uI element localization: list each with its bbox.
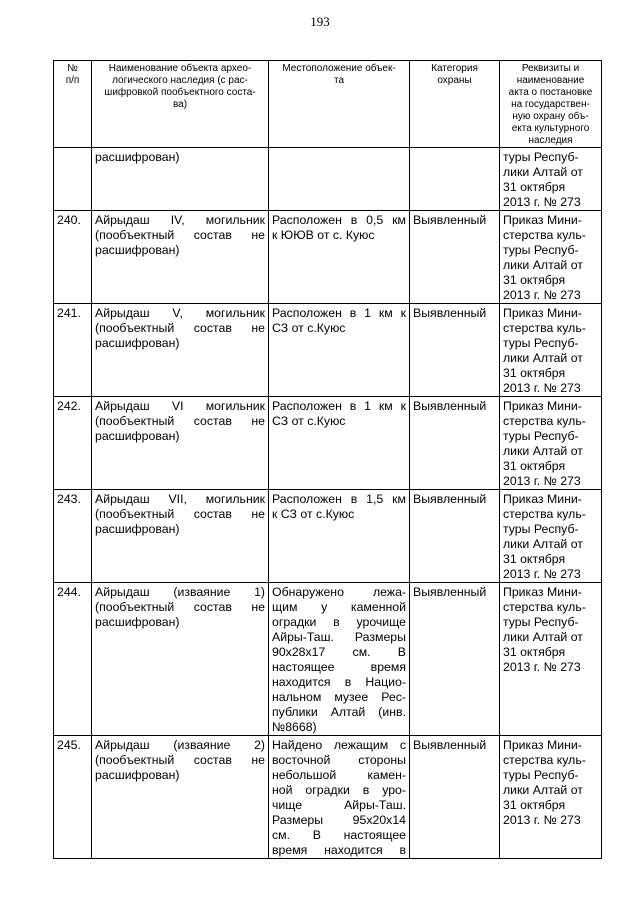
- cell-line: 31 октября: [503, 366, 566, 380]
- cell-line: расшифрован): [95, 429, 180, 443]
- cell-line: нальном музее Рес-: [272, 690, 406, 704]
- column-header-line: Реквизиты и: [521, 63, 580, 74]
- object-name-cell: [92, 148, 269, 211]
- column-header-line: Категория: [431, 63, 478, 74]
- page-number: 193: [310, 14, 330, 29]
- cell-line: (пообъектный состав не: [95, 228, 265, 242]
- object-name-cell: [92, 736, 269, 859]
- location-cell: [269, 490, 410, 583]
- cell-line: щим у каменной: [272, 600, 406, 614]
- row-number: 245.: [54, 736, 92, 859]
- column-header-line: акта о постановке: [508, 87, 593, 98]
- cell-line: Приказ Мини-: [503, 306, 582, 320]
- cell-line: лики Алтай от: [503, 165, 583, 179]
- cell-line: Расположен в 0,5 км: [272, 213, 406, 227]
- cell-line: 31 октября: [503, 645, 566, 659]
- header-row: [54, 61, 602, 148]
- table-row: [54, 583, 602, 736]
- column-header-line: ную охрану объ-: [512, 111, 589, 122]
- cell-line: к ЮЮВ от с. Куюс: [272, 228, 375, 242]
- cell-line: (пообъектный состав не: [95, 321, 265, 335]
- cell-line: 31 октября: [503, 180, 566, 194]
- cell-line: Айрыдаш VI могильник: [95, 399, 265, 413]
- cell-line: 2013 г. № 273: [503, 813, 581, 827]
- column-header-line: шифровкой пообъектного соста-: [104, 87, 256, 98]
- table-row: [54, 490, 602, 583]
- cell-line: туры Респуб-: [503, 615, 579, 629]
- cell-line: Айрыдаш VII, могильник: [95, 492, 265, 506]
- cell-line: настоящее время: [272, 660, 406, 674]
- location-cell: [269, 304, 410, 397]
- column-header-name: [92, 61, 269, 148]
- column-header-requisites: [500, 61, 602, 148]
- column-header-line: наименование: [516, 75, 585, 86]
- cell-line: 31 октября: [503, 798, 566, 812]
- cell-line: чище Айры-Таш.: [272, 798, 406, 812]
- cell-line: небольшой камен-: [272, 768, 406, 782]
- location-cell: [269, 148, 410, 211]
- cell-line: расшифрован): [95, 243, 180, 257]
- cell-line: стерства куль-: [503, 228, 586, 242]
- column-header-category: [410, 61, 500, 148]
- cell-line: 31 октября: [503, 552, 566, 566]
- row-number: 243.: [54, 490, 92, 583]
- column-header-line: на государствен-: [511, 99, 590, 110]
- cell-line: восточной стороны: [272, 753, 406, 767]
- protection-category-cell: Выявленный: [410, 211, 500, 304]
- row-number: 240.: [54, 211, 92, 304]
- cell-line: 2013 г. № 273: [503, 567, 581, 581]
- table-row: [54, 736, 602, 859]
- cell-line: оградки в урочище: [272, 615, 406, 629]
- cell-line: стерства куль-: [503, 507, 586, 521]
- column-header-line: охраны: [437, 75, 472, 86]
- cell-line: лики Алтай от: [503, 444, 583, 458]
- cell-line: 90х28х17 см. В: [272, 645, 406, 659]
- cell-line: расшифрован): [95, 522, 180, 536]
- object-name-cell: [92, 490, 269, 583]
- location-cell: [269, 736, 410, 859]
- cell-line: время находится в: [272, 843, 406, 857]
- cell-line: туры Респуб-: [503, 150, 579, 164]
- act-requisites-cell: [500, 583, 602, 736]
- act-requisites-cell: [500, 490, 602, 583]
- act-requisites-cell: [500, 148, 602, 211]
- cell-line: 2013 г. № 273: [503, 660, 581, 674]
- object-name-cell: [92, 211, 269, 304]
- column-header-line: логического наследия (с рас-: [112, 75, 248, 86]
- act-requisites-cell: [500, 211, 602, 304]
- cell-line: (пообъектный состав не: [95, 600, 265, 614]
- cell-line: стерства куль-: [503, 753, 586, 767]
- protection-category-cell: Выявленный: [410, 304, 500, 397]
- cell-line: Айры-Таш. Размеры: [272, 630, 406, 644]
- protection-category-cell: Выявленный: [410, 397, 500, 490]
- cell-line: 2013 г. № 273: [503, 381, 581, 395]
- cell-line: Айрыдаш IV, могильник: [95, 213, 265, 227]
- cell-line: Айрыдаш V, могильник: [95, 306, 265, 320]
- column-header-line: №: [67, 63, 78, 74]
- cell-line: лики Алтай от: [503, 351, 583, 365]
- table-header: [54, 61, 602, 148]
- protection-category-cell: [410, 148, 500, 211]
- column-header-line: Наименование объекта архео-: [108, 63, 252, 74]
- cell-line: (пообъектный состав не: [95, 753, 265, 767]
- cell-line: лики Алтай от: [503, 783, 583, 797]
- cell-line: публики Алтай (инв.: [272, 705, 406, 719]
- cell-line: Приказ Мини-: [503, 585, 582, 599]
- row-number: 242.: [54, 397, 92, 490]
- cell-line: 31 октября: [503, 459, 566, 473]
- location-cell: [269, 397, 410, 490]
- protection-category-cell: Выявленный: [410, 736, 500, 859]
- cell-line: Расположен в 1 км к: [272, 399, 406, 413]
- cell-line: туры Респуб-: [503, 768, 579, 782]
- cell-line: расшифрован): [95, 768, 180, 782]
- cell-line: см. В настоящее: [272, 828, 406, 842]
- cell-line: стерства куль-: [503, 321, 586, 335]
- cell-line: расшифрован): [95, 150, 180, 164]
- act-requisites-cell: [500, 736, 602, 859]
- cell-line: 2013 г. № 273: [503, 288, 581, 302]
- column-header-line: Местоположение объек-: [282, 63, 396, 74]
- cell-line: расшифрован): [95, 615, 180, 629]
- protection-category-cell: Выявленный: [410, 583, 500, 736]
- row-number: 244.: [54, 583, 92, 736]
- column-header-line: екта культурного: [511, 123, 590, 134]
- table-row: [54, 397, 602, 490]
- cell-line: находится в Нацио-: [272, 675, 406, 689]
- cell-line: Обнаружено лежа-: [272, 585, 406, 599]
- table-row: [54, 148, 602, 211]
- cell-line: ной оградки в уро-: [272, 783, 406, 797]
- cell-line: СЗ от с.Куюс: [272, 414, 346, 428]
- column-header-line: п/п: [65, 75, 80, 86]
- column-header-line: та: [333, 75, 345, 86]
- column-header-line: ва): [172, 99, 188, 110]
- cell-line: туры Респуб-: [503, 336, 579, 350]
- cell-line: Приказ Мини-: [503, 492, 582, 506]
- cell-line: Расположен в 1,5 км: [272, 492, 406, 506]
- table-row: [54, 211, 602, 304]
- table-body: [54, 148, 602, 859]
- cell-line: к СЗ от с.Куюс: [272, 507, 355, 521]
- cell-line: стерства куль-: [503, 414, 586, 428]
- location-cell: [269, 211, 410, 304]
- cell-line: 31 октября: [503, 273, 566, 287]
- protection-category-cell: Выявленный: [410, 490, 500, 583]
- table-row: [54, 304, 602, 397]
- heritage-registry-table: [53, 60, 602, 859]
- cell-line: 2013 г. № 273: [503, 474, 581, 488]
- column-header-location: [269, 61, 410, 148]
- row-number: 241.: [54, 304, 92, 397]
- column-header-line: наследия: [528, 135, 573, 146]
- cell-line: СЗ от с.Куюс: [272, 321, 346, 335]
- cell-line: лики Алтай от: [503, 630, 583, 644]
- cell-line: лики Алтай от: [503, 537, 583, 551]
- cell-line: Айрыдаш (изваяние 1): [95, 585, 265, 599]
- column-header-num: [54, 61, 92, 148]
- cell-line: туры Респуб-: [503, 522, 579, 536]
- object-name-cell: [92, 397, 269, 490]
- object-name-cell: [92, 304, 269, 397]
- cell-line: Приказ Мини-: [503, 213, 582, 227]
- cell-line: Размеры 95х20х14: [272, 813, 406, 827]
- cell-line: Расположен в 1 км к: [272, 306, 406, 320]
- cell-line: туры Респуб-: [503, 429, 579, 443]
- cell-line: №8668): [272, 720, 317, 734]
- cell-line: Айрыдаш (изваяние 2): [95, 738, 265, 752]
- cell-line: Приказ Мини-: [503, 738, 582, 752]
- act-requisites-cell: [500, 304, 602, 397]
- row-number: [54, 148, 92, 211]
- cell-line: лики Алтай от: [503, 258, 583, 272]
- act-requisites-cell: [500, 397, 602, 490]
- cell-line: (пообъектный состав не: [95, 507, 265, 521]
- cell-line: Приказ Мини-: [503, 399, 582, 413]
- cell-line: стерства куль-: [503, 600, 586, 614]
- object-name-cell: [92, 583, 269, 736]
- cell-line: Найдено лежащим с: [272, 738, 406, 752]
- cell-line: (пообъектный состав не: [95, 414, 265, 428]
- cell-line: расшифрован): [95, 336, 180, 350]
- cell-line: туры Респуб-: [503, 243, 579, 257]
- location-cell: [269, 583, 410, 736]
- cell-line: 2013 г. № 273: [503, 195, 581, 209]
